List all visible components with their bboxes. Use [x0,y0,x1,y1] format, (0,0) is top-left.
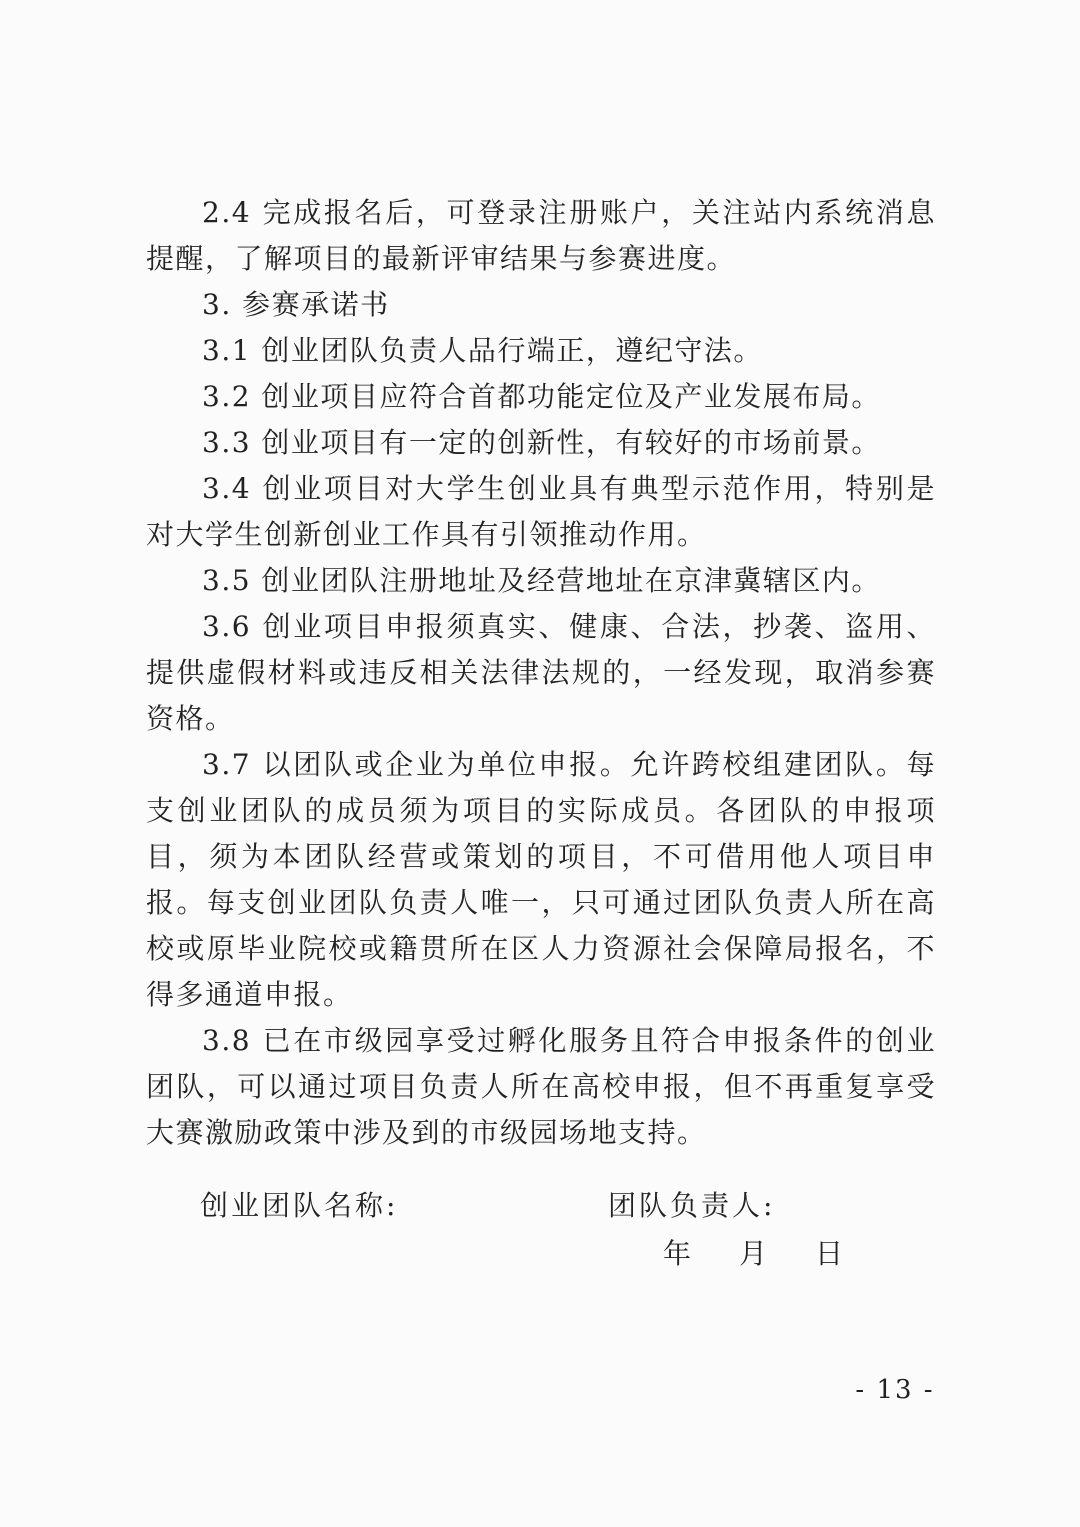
paragraph-3-1: 3.1 创业团队负责人品行端正，遵纪守法。 [202,334,763,367]
paragraph-3-3: 3.3 创业项目有一定的创新性，有较好的市场前景。 [202,426,881,459]
section-heading-3: 3. 参赛承诺书 [202,288,390,321]
team-name-label: 创业团队名称: [200,1189,399,1222]
document-body [146,190,936,1156]
paragraph-3-7: 3.7 以团队或企业为单位申报。允许跨校组建团队。每支创业团队的成员须为项目的实际成员。各团队的申报项目，须为本团队经营或策划的项目，不可借用他人项目申报。每支创业团队负责人唯一，只可通过团队负责人所在高校或原毕业院校或籍贯所在区人力资源社会保障局报名，不得多通道申报。 [146,748,936,1011]
paragraph-3-8: 3.8 已在市级园享受过孵化服务且符合申报条件的创业团队，可以通过项目负责人所在高校申报，但不再重复享受大赛激励政策中涉及到的市级园场地支持。 [146,1024,936,1149]
year-label: 年 [663,1237,692,1270]
date-line [663,1234,843,1274]
page-number: - 13 - [855,1375,935,1405]
paragraph-3-2: 3.2 创业项目应符合首都功能定位及产业发展布局。 [202,380,881,413]
paragraph-2-4: 2.4 完成报名后，可登录注册账户，关注站内系统消息提醒，了解项目的最新评审结果与参赛进度。 [146,196,936,275]
paragraph-3-6: 3.6 创业项目申报须真实、健康、合法，抄袭、盗用、提供虚假材料或违反相关法律法规的，一经发现，取消参赛资格。 [146,610,936,735]
paragraph-3-4: 3.4 创业项目对大学生创业具有典型示范作用，特别是对大学生创新创业工作具有引领推动作用。 [146,472,936,551]
paragraph-3-5: 3.5 创业团队注册地址及经营地址在京津冀辖区内。 [202,564,881,597]
month-label: 月 [738,1237,767,1270]
day-label: 日 [814,1237,843,1270]
team-leader-label: 团队负责人: [608,1189,776,1222]
